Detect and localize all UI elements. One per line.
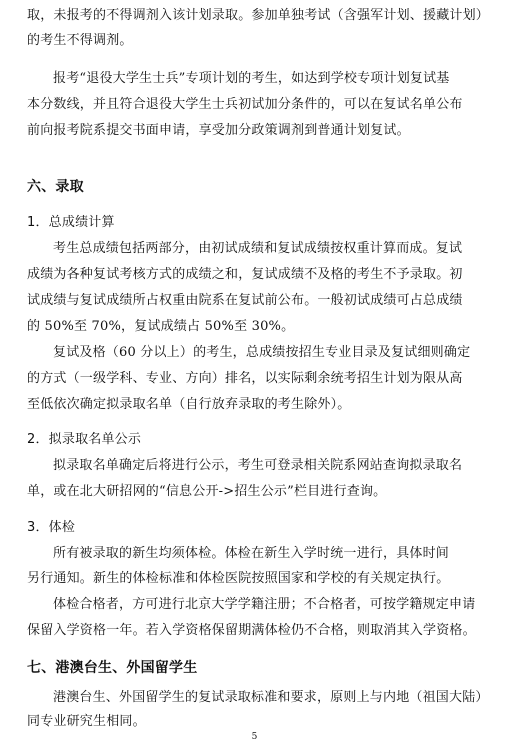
text-line: 港澳台生、外国留学生的复试录取标准和要求，原则上与内地（祖国大陆） [53,690,489,705]
text-line: 的方式（一级学科、专业、方向）排名，以实际剩余统考招生计划为限从高 [27,371,463,386]
text-line: 的考生不得调剂。 [27,33,133,48]
subheading-1: 1．总成绩计算 [27,215,115,230]
section-heading-7: 七、港澳台生、外国留学生 [27,660,198,676]
text-line: 成绩为各种复试考核方式的成绩之和，复试成绩不及格的考生不予录取。初 [27,267,463,282]
text-line: 单，或在北大研招网的“信息公开->招生公示”栏目进行查询。 [27,484,387,499]
text-line: 试成绩与复试成绩所占权重由院系在复试前公布。一般初试成绩可占总成绩 [27,293,463,308]
text-line: 保留入学资格一年。若入学资格保留期满体检仍不合格，则取消其入学资格。 [27,623,476,638]
section-heading-6: 六、录取 [27,179,84,195]
text-line: 体检合格者，方可进行北京大学学籍注册；不合格者，可按学籍规定申请 [53,597,476,612]
text-line: 本分数线，并且符合退役大学生士兵初试加分条件的，可以在复试名单公布 [27,97,463,112]
text-line: 另行通知。新生的体检标准和体检医院按照国家和学校的有关规定执行。 [27,571,450,586]
text-line: 至低依次确定拟录取名单（自行放弃录取的考生除外）。 [27,397,351,412]
text-line: 前向报考院系提交书面申请，享受加分政策调剂到普通计划复试。 [27,123,410,138]
text-line: 复试及格（60 分以上）的考生，总成绩按招生专业目录及复试细则确定 [53,345,471,360]
text-line: 同专业研究生相同。 [27,714,146,729]
text-line: 拟录取名单确定后将进行公示，考生可登录相关院系网站查询拟录取名 [53,458,463,473]
page-number: 5 [251,732,258,742]
subheading-3: 3．体检 [27,520,76,535]
text-line: 取，未报考的不得调剂入该计划录取。参加单独考试（含强军计划、援藏计划） [27,8,490,23]
subheading-2: 2．拟录取名单公示 [27,432,142,447]
text-line: 的 50%至 70%，复试成绩占 50%至 30%。 [27,319,295,334]
text-line: 考生总成绩包括两部分，由初试成绩和复试成绩按权重计算而成。复试 [53,241,463,256]
text-line: 报考“退役大学生士兵”专项计划的考生，如达到学校专项计划复试基 [53,71,450,86]
text-line: 所有被录取的新生均须体检。体检在新生入学时统一进行，具体时间 [53,546,450,561]
